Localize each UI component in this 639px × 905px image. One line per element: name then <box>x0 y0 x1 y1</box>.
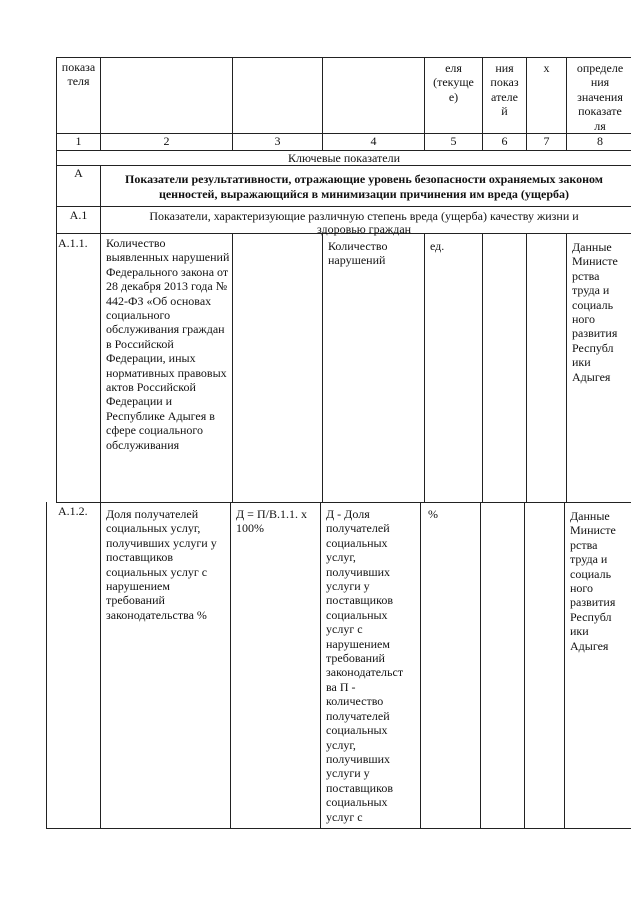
header-col8: определе ния значения показате ля <box>576 61 624 133</box>
table-rule <box>46 828 631 829</box>
row-code: А.1.1. <box>58 236 88 250</box>
row-name: Доля получателей социальных услуг, получивших услуги у поставщиков социальных услуг с нарушением требований законодательства % <box>106 507 217 622</box>
row-code: А.1.2. <box>58 504 88 518</box>
column-number: 1 <box>75 134 82 148</box>
table-rule <box>424 233 425 502</box>
row-formula: Д = П/В.1.1. х 100% <box>236 507 307 536</box>
table-rule <box>564 502 565 828</box>
column-number: 4 <box>370 134 377 148</box>
row-comment: Количество нарушений <box>328 239 388 268</box>
group-code: А <box>74 166 83 180</box>
table-rule <box>56 502 631 503</box>
header-col6: ния показ ателе й <box>490 61 519 119</box>
table-rule <box>56 150 57 502</box>
table-rule <box>232 233 233 502</box>
row-name: Количество выявленных нарушений Федерального закона от 28 декабря 2013 года № 442-ФЗ «Об основах социального обслуживания граждан в Российской Федерации, иных нормативных правовых актов Российской Федерации и Республике Адыгея в сфере социального обслуживания <box>106 236 230 452</box>
group-code: А.1 <box>69 208 88 222</box>
table-rule <box>566 233 567 502</box>
group-title: Показатели результативности, отражающие уровень безопасности охраняемых законом ценностей, выражающийся в минимизации причинения им вреда (ущерба) <box>125 172 603 201</box>
row-source: Данные Министе рства труда и социаль ного развития Республ ики Адыгея <box>572 240 618 384</box>
table-rule <box>320 502 321 828</box>
table-rule <box>56 57 631 58</box>
table-rule <box>420 502 421 828</box>
row-unit: ед. <box>430 239 445 253</box>
table-rule <box>482 233 483 502</box>
column-number: 7 <box>543 134 550 148</box>
row-comment: Д - Доля получателей социальных услуг, получивших услуги у поставщиков социальных услуг с нарушением требований законодательст ва П - количество получателей социальных услуг, получивших услуги у поставщиков социальных услуг с <box>326 507 404 824</box>
column-number: 3 <box>274 134 281 148</box>
table-rule <box>322 233 323 502</box>
row-unit: % <box>428 507 438 521</box>
table-rule <box>56 206 631 207</box>
table-rule <box>230 502 231 828</box>
column-number: 8 <box>597 134 603 148</box>
group-title: Показатели, характеризующие различную степень вреда (ущерба) качеству жизни и здоровью граждан <box>149 209 579 236</box>
table-rule <box>100 233 101 502</box>
header-col1: показа теля <box>61 60 96 89</box>
table-rule <box>480 502 481 828</box>
table-rule <box>46 502 47 828</box>
header-col5: еля (текуще е) <box>433 61 474 104</box>
row-source: Данные Министе рства труда и социаль ного развития Республ ики Адыгея <box>570 509 616 653</box>
column-number: 5 <box>450 134 457 148</box>
table-rule <box>526 233 527 502</box>
column-number: 6 <box>501 134 508 148</box>
section-title: Ключевые показатели <box>287 151 401 165</box>
table-rule <box>524 502 525 828</box>
table-rule <box>100 165 101 233</box>
column-number: 2 <box>163 134 170 148</box>
table-rule <box>100 502 101 828</box>
header-col7: х <box>543 61 550 75</box>
